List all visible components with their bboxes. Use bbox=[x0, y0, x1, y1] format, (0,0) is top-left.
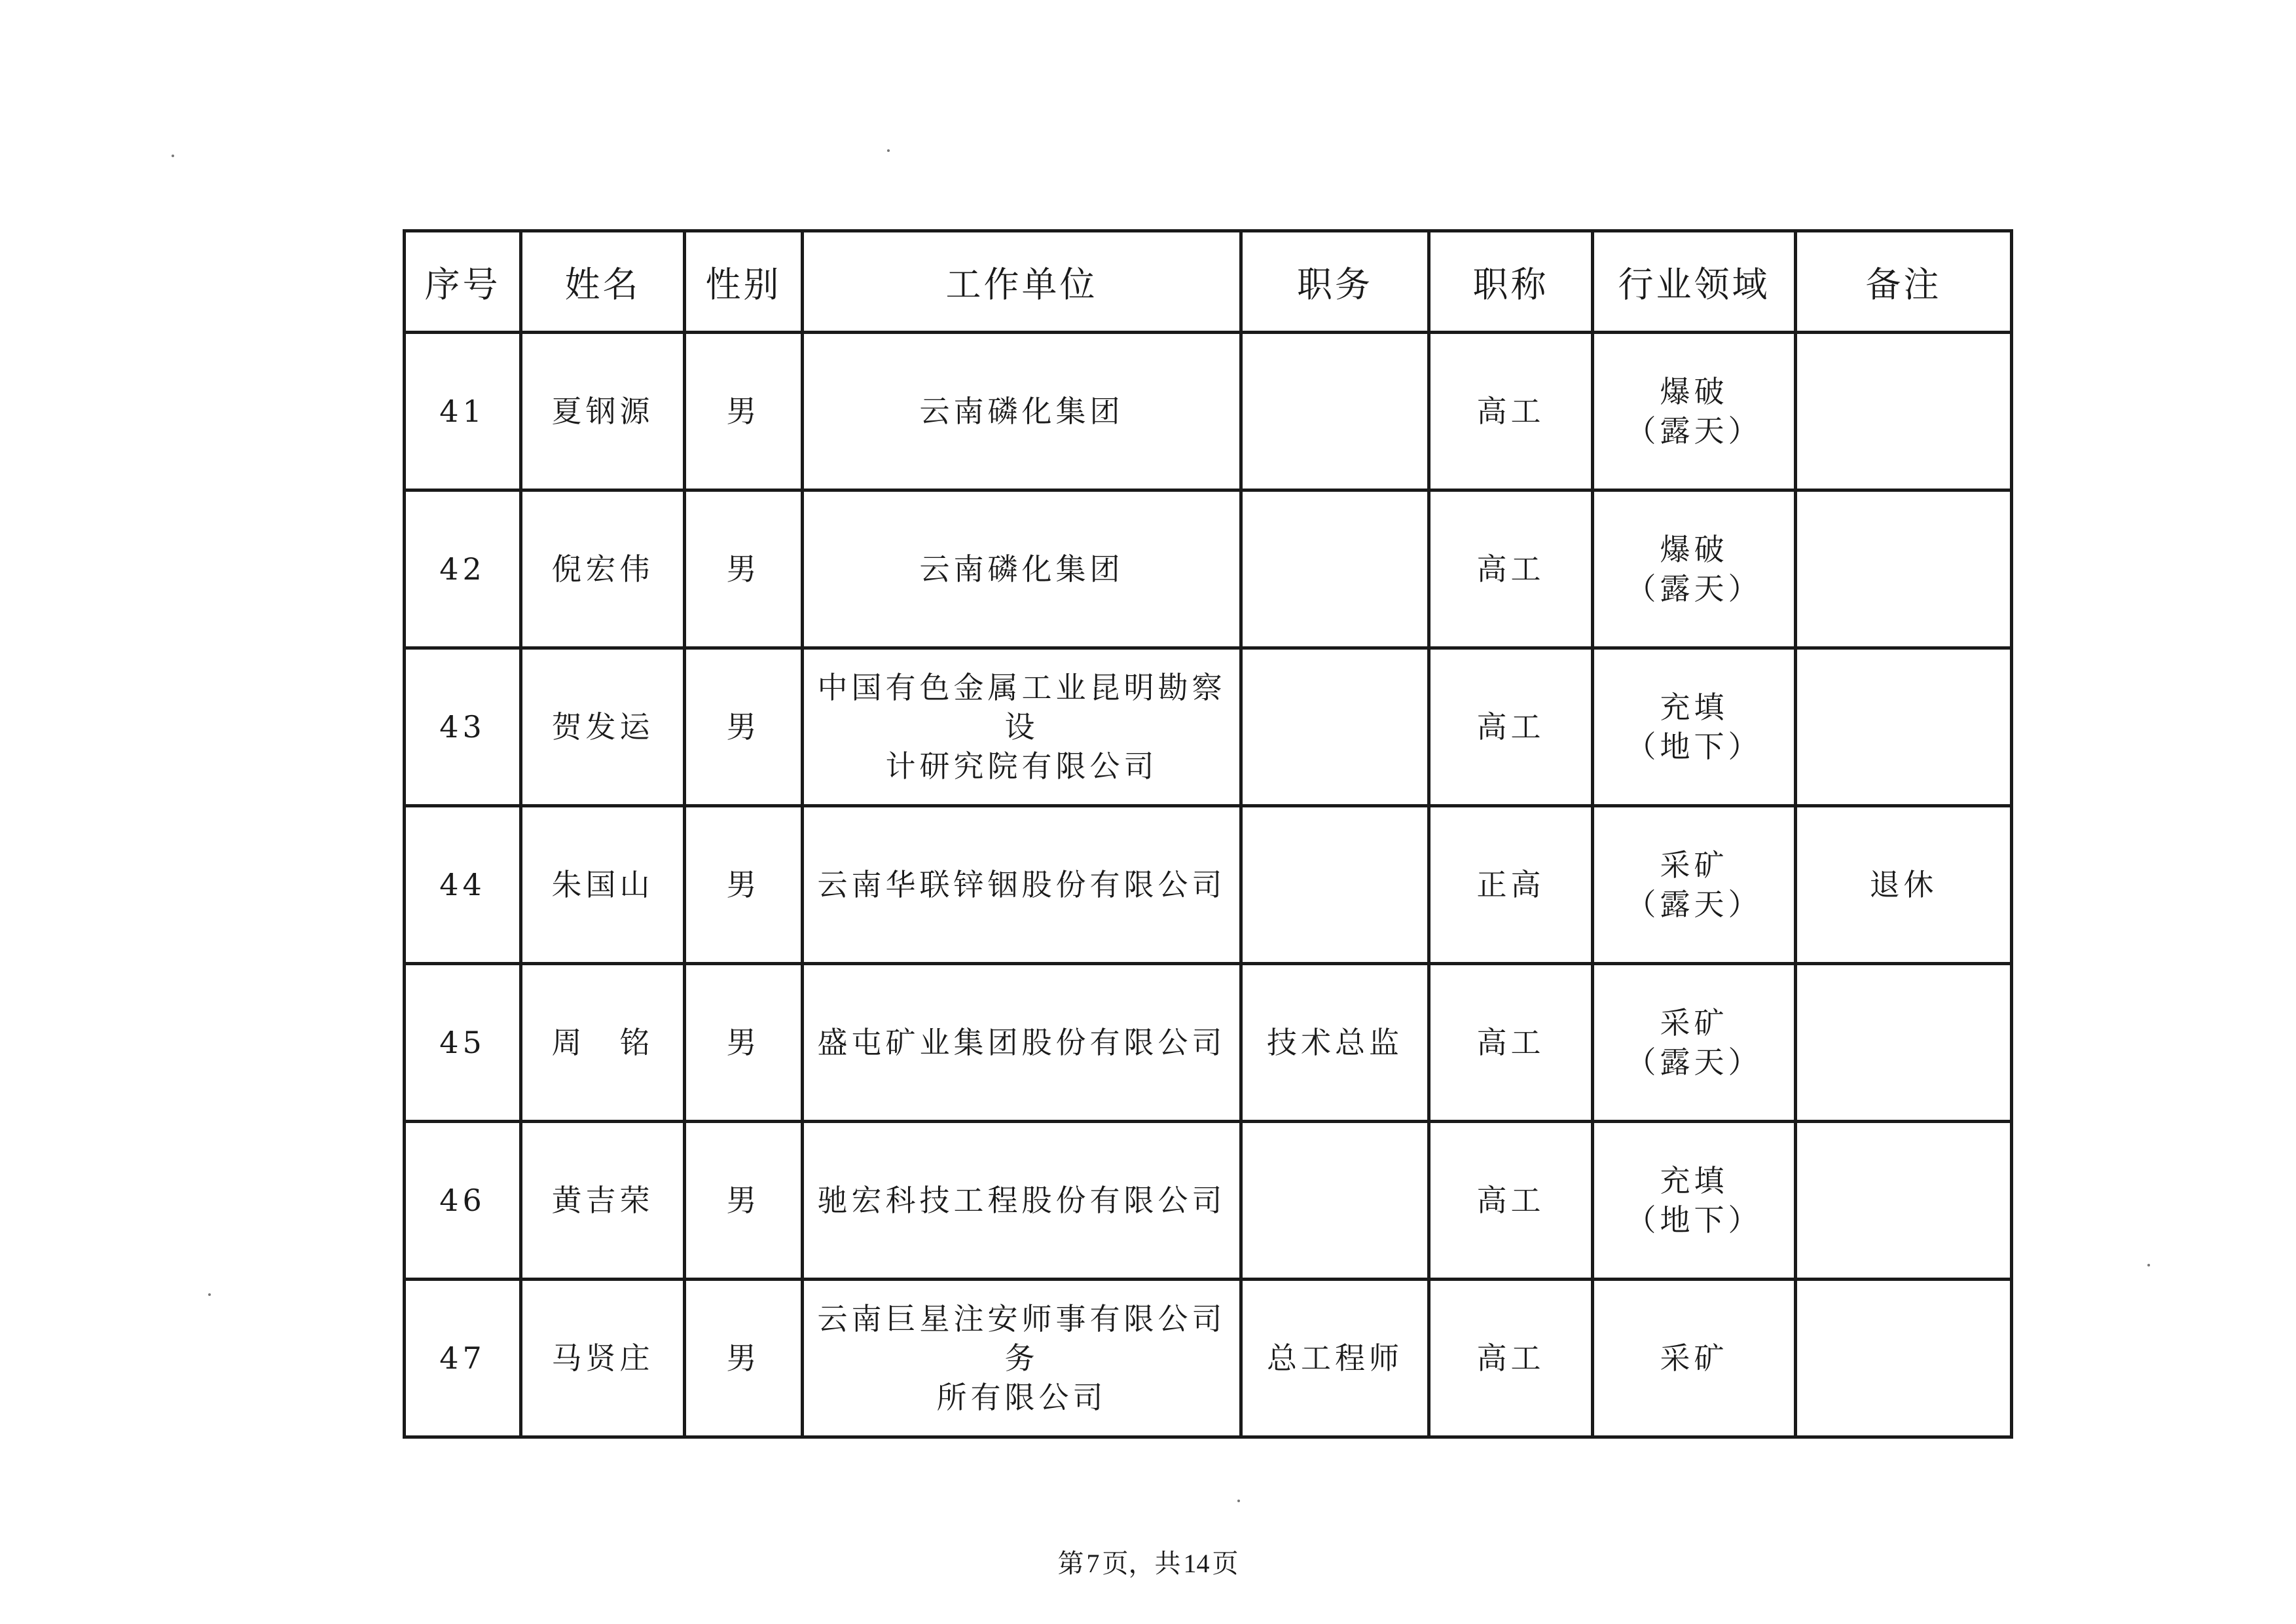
cell-work-unit-line: 所有限公司 bbox=[936, 1380, 1107, 1415]
cell-position bbox=[1241, 490, 1429, 648]
cell-remarks bbox=[1796, 964, 2012, 1122]
header-name: 姓名 bbox=[521, 231, 685, 333]
cell-work-unit-line: 云南磷化集团 bbox=[919, 551, 1124, 587]
footer-mid: 页，共 bbox=[1102, 1549, 1181, 1578]
cell-professional-title: 高工 bbox=[1429, 490, 1593, 648]
header-work-unit: 工作单位 bbox=[803, 231, 1241, 333]
table-row bbox=[405, 648, 2012, 806]
cell-remarks bbox=[1796, 1122, 2012, 1280]
table-row bbox=[405, 333, 2012, 490]
table-row bbox=[405, 806, 2012, 964]
scan-speck bbox=[2147, 1264, 2150, 1266]
cell-index: 43 bbox=[405, 648, 521, 806]
cell-name: 朱国山 bbox=[521, 806, 685, 964]
cell-remarks bbox=[1796, 490, 2012, 648]
cell-index: 46 bbox=[405, 1122, 521, 1280]
footer-total-pages: 14 bbox=[1183, 1549, 1210, 1578]
cell-position: 技术总监 bbox=[1241, 964, 1429, 1122]
scan-speck bbox=[172, 155, 174, 157]
cell-professional-title: 正高 bbox=[1429, 806, 1593, 964]
cell-remarks bbox=[1796, 1280, 2012, 1437]
cell-gender: 男 bbox=[685, 648, 803, 806]
cell-position bbox=[1241, 648, 1429, 806]
cell-index: 41 bbox=[405, 333, 521, 490]
cell-work-unit-line: 中国有色金属工业昆明勘察设 bbox=[817, 670, 1226, 745]
cell-industry-field-line: 充填 bbox=[1660, 690, 1728, 725]
table-row bbox=[405, 490, 2012, 648]
cell-name: 黄吉荣 bbox=[521, 1122, 685, 1280]
cell-work-unit bbox=[803, 1280, 1241, 1437]
cell-remarks: 退休 bbox=[1796, 806, 2012, 964]
cell-industry-field-line: （露天） bbox=[1626, 1044, 1762, 1080]
cell-position bbox=[1241, 1122, 1429, 1280]
table-row bbox=[405, 1280, 2012, 1437]
cell-name: 周 铭 bbox=[521, 964, 685, 1122]
cell-work-unit bbox=[803, 806, 1241, 964]
cell-industry-field-line: （露天） bbox=[1626, 571, 1762, 606]
cell-professional-title: 高工 bbox=[1429, 1122, 1593, 1280]
table-row bbox=[405, 964, 2012, 1122]
cell-name: 倪宏伟 bbox=[521, 490, 685, 648]
cell-gender: 男 bbox=[685, 333, 803, 490]
cell-work-unit bbox=[803, 1122, 1241, 1280]
cell-industry-field-line: （露天） bbox=[1626, 887, 1762, 922]
cell-name: 贺发运 bbox=[521, 648, 685, 806]
table-row bbox=[405, 1122, 2012, 1280]
cell-industry-field-line: 爆破 bbox=[1660, 374, 1728, 409]
cell-industry-field-line: （露天） bbox=[1626, 413, 1762, 449]
page-footer bbox=[0, 1543, 2296, 1580]
cell-position bbox=[1241, 806, 1429, 964]
cell-position bbox=[1241, 333, 1429, 490]
cell-index: 45 bbox=[405, 964, 521, 1122]
cell-gender: 男 bbox=[685, 490, 803, 648]
cell-gender: 男 bbox=[685, 964, 803, 1122]
cell-industry-field-line: （地下） bbox=[1626, 1202, 1762, 1238]
footer-page-number: 7 bbox=[1086, 1549, 1100, 1578]
cell-industry-field-line: 采矿 bbox=[1660, 1005, 1728, 1041]
cell-remarks bbox=[1796, 648, 2012, 806]
scan-speck bbox=[887, 149, 890, 152]
cell-position: 总工程师 bbox=[1241, 1280, 1429, 1437]
cell-industry-field bbox=[1593, 1280, 1796, 1437]
cell-industry-field-line: （地下） bbox=[1626, 729, 1762, 764]
cell-gender: 男 bbox=[685, 806, 803, 964]
footer-suffix: 页 bbox=[1212, 1549, 1239, 1578]
header-position: 职务 bbox=[1241, 231, 1429, 333]
cell-work-unit bbox=[803, 964, 1241, 1122]
cell-work-unit bbox=[803, 490, 1241, 648]
cell-industry-field bbox=[1593, 806, 1796, 964]
scan-speck bbox=[1237, 1500, 1240, 1502]
table-header-row bbox=[405, 231, 2012, 333]
cell-industry-field bbox=[1593, 648, 1796, 806]
header-industry-field: 行业领域 bbox=[1593, 231, 1796, 333]
cell-work-unit-line: 云南巨星注安师事有限公司务 bbox=[817, 1301, 1226, 1376]
cell-industry-field bbox=[1593, 964, 1796, 1122]
cell-industry-field-line: 采矿 bbox=[1660, 847, 1728, 883]
cell-industry-field-line: 充填 bbox=[1660, 1163, 1728, 1198]
cell-professional-title: 高工 bbox=[1429, 333, 1593, 490]
cell-name: 马贤庄 bbox=[521, 1280, 685, 1437]
cell-gender: 男 bbox=[685, 1122, 803, 1280]
cell-professional-title: 高工 bbox=[1429, 648, 1593, 806]
cell-work-unit bbox=[803, 648, 1241, 806]
cell-industry-field bbox=[1593, 333, 1796, 490]
cell-work-unit-line: 云南磷化集团 bbox=[919, 394, 1124, 429]
cell-index: 42 bbox=[405, 490, 521, 648]
expert-roster-table bbox=[403, 229, 2013, 1439]
cell-industry-field bbox=[1593, 490, 1796, 648]
cell-work-unit-line: 驰宏科技工程股份有限公司 bbox=[817, 1183, 1226, 1218]
header-index: 序号 bbox=[405, 231, 521, 333]
cell-work-unit-line: 计研究院有限公司 bbox=[885, 748, 1158, 784]
header-professional-title: 职称 bbox=[1429, 231, 1593, 333]
footer-prefix: 第 bbox=[1057, 1549, 1084, 1578]
cell-work-unit-line: 盛屯矿业集团股份有限公司 bbox=[817, 1025, 1226, 1060]
table-body bbox=[405, 333, 2012, 1437]
cell-work-unit bbox=[803, 333, 1241, 490]
scan-speck bbox=[208, 1293, 211, 1296]
cell-index: 47 bbox=[405, 1280, 521, 1437]
header-gender: 性别 bbox=[685, 231, 803, 333]
cell-industry-field bbox=[1593, 1122, 1796, 1280]
cell-name: 夏钢源 bbox=[521, 333, 685, 490]
cell-professional-title: 高工 bbox=[1429, 1280, 1593, 1437]
cell-work-unit-line: 云南华联锌铟股份有限公司 bbox=[817, 867, 1226, 902]
cell-professional-title: 高工 bbox=[1429, 964, 1593, 1122]
cell-gender: 男 bbox=[685, 1280, 803, 1437]
cell-index: 44 bbox=[405, 806, 521, 964]
cell-industry-field-line: 采矿 bbox=[1660, 1340, 1728, 1376]
header-remarks: 备注 bbox=[1796, 231, 2012, 333]
cell-remarks bbox=[1796, 333, 2012, 490]
cell-industry-field-line: 爆破 bbox=[1660, 532, 1728, 567]
